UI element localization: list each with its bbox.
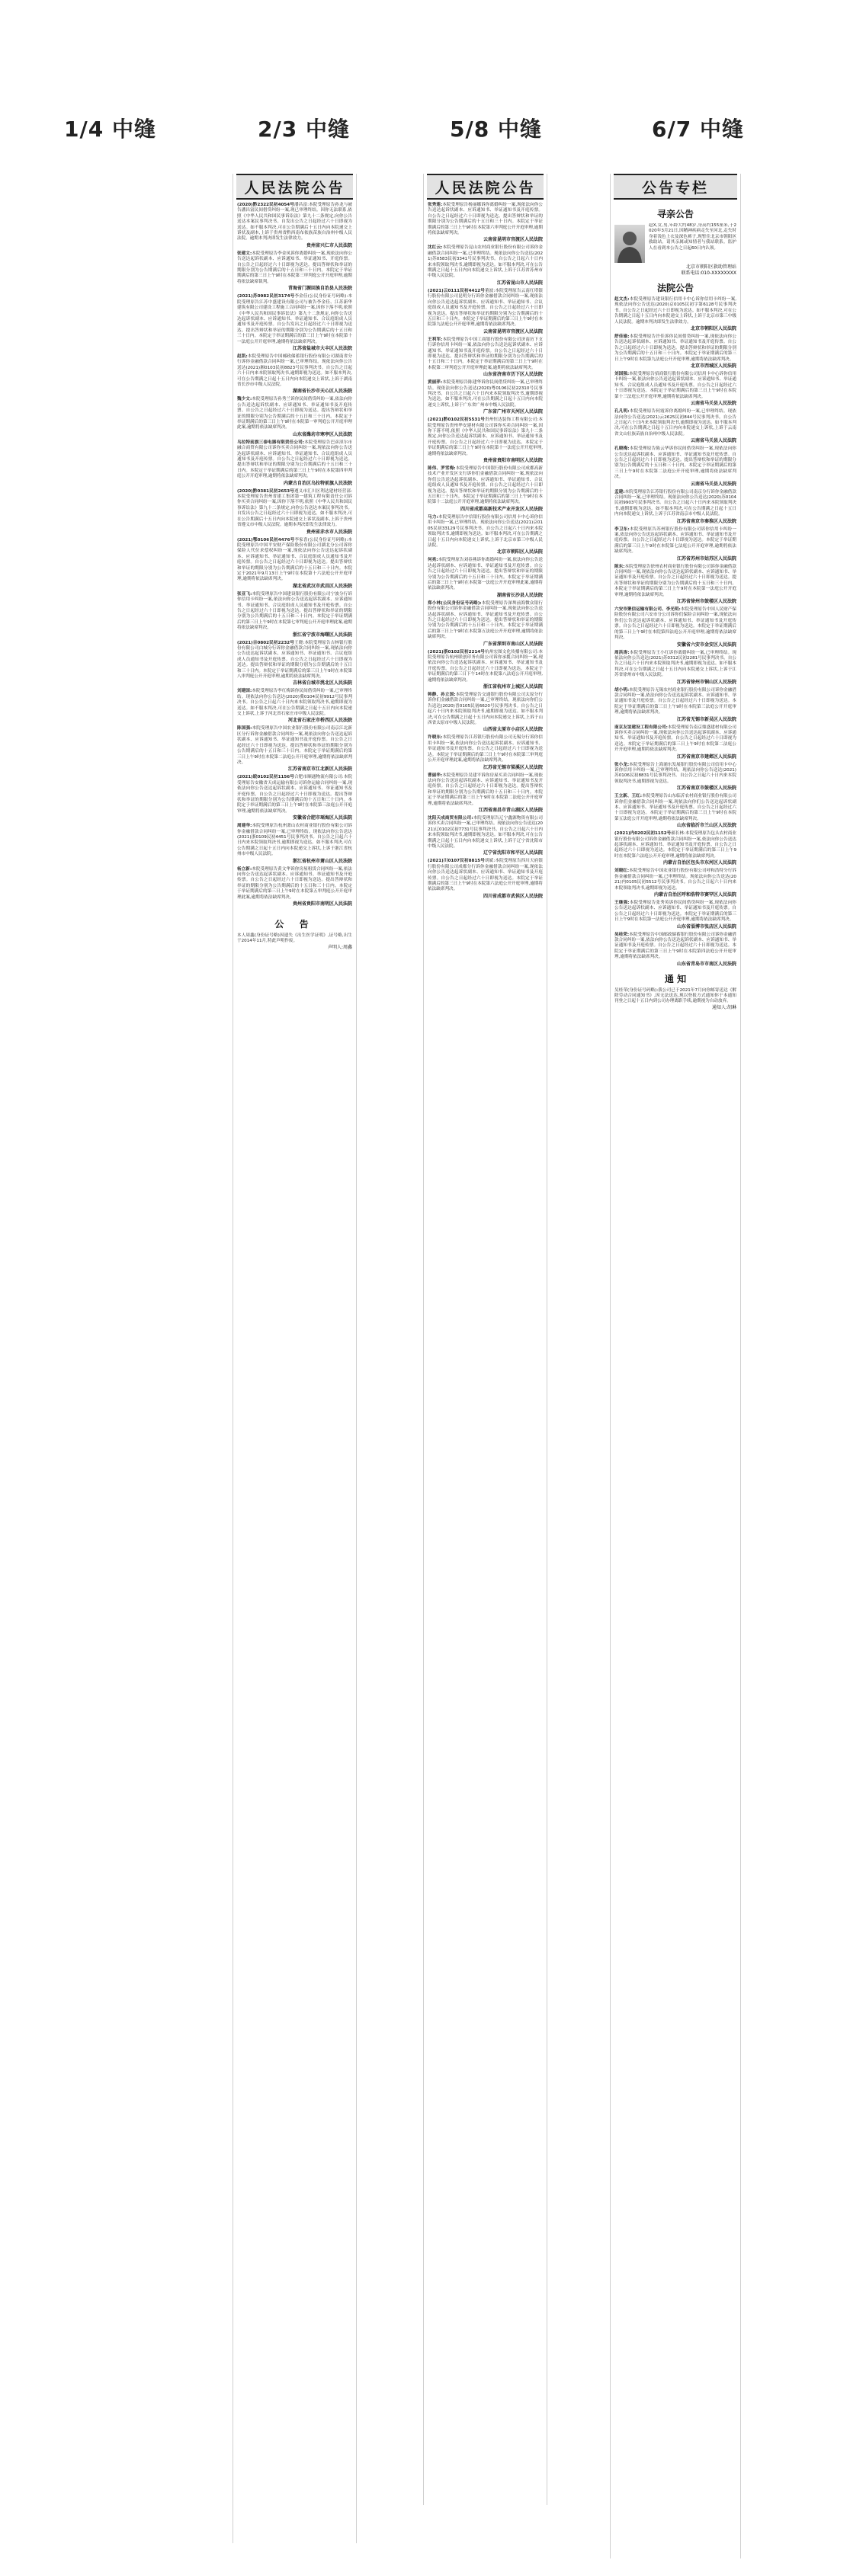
court-notice-text: 本院受理原告江苏银行股份有限公司南京分行诉你金融借款合同纠纷一案,已审理终结。现依法向你公告送达(2020)苏0104民初9903号民事判决书。自公告之日起六十日内来本院领取判决书,逾期即视为送达。如不服本判决,可在公告期满之日起十五日内向本院递交上诉状,上诉于江苏省南京市中级人民法院。	[614, 489, 736, 517]
court-notice-text: 本院受理原告苏州银行股份有限公司诉你信用卡纠纷一案,依法向你公告送达起诉状副本、应诉通知书、举证通知书及开庭传票。自公告之日起经过六十日即视为送达。本院定于举证期满后的第三日上午9时在本院第七法庭公开开庭审理,逾期将依法缺席判决。	[614, 526, 736, 555]
court-name: 山东省青岛市市南区人民法院	[676, 961, 736, 967]
court-notice-body	[428, 693, 543, 726]
court-notice-body	[428, 245, 543, 279]
court-name: 山东省临沂市兰山区人民法院	[676, 823, 736, 829]
court-notice-item	[428, 735, 543, 770]
court-notice-item	[237, 251, 352, 292]
court-notice-body	[428, 773, 543, 807]
court-notice-text: 本院受理原告徐州农村商业银行股份有限公司诉你金融借款合同纠纷一案,现依法向你公告送达起诉状副本、应诉通知书、举证通知书及开庭传票。自公告之日起经过六十日即视为送达。提出答辩状和举证的期限分别为公告期满后的十五日和三十日内。本院定于举证期满后的第三日上午9时在本院第一法庭公开开庭审理,逾期将依法缺席判决。	[614, 564, 736, 597]
court-notice-party: (2021)黔0102民初5531号	[428, 418, 485, 423]
court-notice-body	[428, 650, 543, 683]
court-notice-item	[237, 397, 352, 437]
court-notice-text: 贵州恒达装饰工程有限公司:本院受理原告贵州华安建材有限公司诉你买卖合同纠纷一案,因你下落不明,依照《中华人民共和国民事诉讼法》第九十二条规定,向你公告送达起诉状副本、应诉通知书、举证通知书及开庭传票。自公告之日起经过六十日即视为送达。本院定于举证期满后的第三日上午9时在本院第十一法庭公开开庭审理,逾期将依法缺席判决。	[428, 418, 543, 456]
court-notice-body	[428, 515, 543, 549]
court-name: 山西省太原市小店区人民法院	[483, 727, 543, 733]
court-notice-body	[614, 831, 736, 859]
court-notice-party: 刘建国:	[237, 689, 252, 694]
court-notice-body	[614, 297, 736, 325]
court-name: 贵州省贵阳市南明区人民法院	[483, 458, 543, 464]
court-name: 北京市西城区人民法院	[690, 363, 736, 370]
court-notice-party: 陈国强:	[237, 726, 252, 731]
column-court-notices-1	[233, 174, 357, 2543]
court-notice-text: 本院受理原告杨丽娜诉你离婚纠纷一案,现依法向你公告送达起诉状副本、应诉通知书、举证通知书及开庭传票。自公告之日起经过六十日即视为送达。提出答辩状和举证的期限分别为公告期满后的十五日和三十日内。本院定于举证期满后的第三日上午9时在本院第六审判庭公开开庭审理,逾期将依法缺席判决。	[428, 203, 543, 236]
court-notice-party: (2021)云0111民初4412号	[428, 288, 485, 293]
court-notice-text: 本院受理原告李红梅诉你民间借贷纠纷一案,已审理终结。现依法向你公告送达(2020)冀0104民初9912号民事判决书。自公告之日起六十日内来本院领取判决书,逾期即视为送达。如不服本判决,可在公告期满之日起十五日内向本院递交上诉状,上诉于河北省石家庄市中级人民法院。	[237, 689, 352, 717]
court-notice-body	[237, 354, 352, 388]
court-notice-body	[237, 689, 352, 717]
court-notice-text: 本院受理原告王小红诉你离婚纠纷一案,已审理终结。现依法向你公告送达(2021)苏0312民初2281号民事判决书。自公告之日起六十日内来本院领取判决书,逾期即视为送达。如不服本判决,可在公告期满之日起十五日内向本院递交上诉状,上诉于江苏省徐州市中级人民法院。	[614, 650, 736, 678]
court-notice-item	[614, 297, 736, 332]
court-notice-text: 本院受理原告许佳诉你民间借贷纠纷一案,现依法向你公告送达起诉状副本、应诉通知书、举证通知书及开庭传票。自公告之日起经过六十日即视为送达。提出答辩状和举证的期限分别为公告期满后的十五日和三十日内。本院定于举证期满后的第三日上午9时在本院第九法庭公开开庭审理,逾期将依法缺席判决。	[614, 334, 736, 362]
court-notice-body	[428, 466, 543, 506]
court-name: 山东省济南市历下区人民法院	[483, 372, 543, 378]
court-notice-party: 张建文:	[237, 251, 252, 256]
court-name: 北京市朝阳区人民法院	[690, 326, 736, 332]
court-name: 浙江省宁波市海曙区人民法院	[292, 632, 352, 638]
court-notice-party: 周洪涛:	[614, 650, 630, 655]
column-body	[424, 200, 547, 905]
court-notice-party: 周建华:	[237, 824, 252, 829]
court-notice-item	[428, 515, 543, 555]
court-name: 安徽省六安市金安区人民法院	[676, 642, 736, 648]
court-name: 江西省南昌市青山湖区人民法院	[478, 807, 543, 813]
court-notice-body	[237, 538, 352, 583]
court-notice-body	[614, 607, 736, 641]
court-notice-body	[237, 203, 352, 242]
court-notice-body	[614, 372, 736, 400]
court-notice-item	[237, 824, 352, 864]
court-notice-party: 何亮:	[428, 558, 438, 563]
court-notice-party: 舒佳瑜:	[614, 334, 630, 340]
court-notice-item	[237, 203, 352, 249]
court-name: 云南省马关县人民法院	[690, 481, 736, 487]
court-notice-body	[237, 294, 352, 345]
court-notice-party: 许晓东:	[428, 735, 443, 741]
fold-label-4: 6/7 中缝	[652, 117, 744, 142]
court-name: 四川省成都高新技术产业开发区人民法院	[460, 506, 543, 512]
court-notice-text: 本院受理原告中国工商银行股份有限公司济南历下支行诉你信用卡纠纷一案,依法向你公告送达起诉状副本、应诉通知书、举证通知书及开庭传票。自公告之日起经过六十日即视为送达。提出答辩状和举证的期限分别为公告期满后的十五日和三十日内。本院定于举证期满后的第三日上午9时在本院第二审判庭公开开庭审理此案,逾期将依法缺席判决。	[428, 337, 543, 370]
court-name: 江苏省徐州市鼓楼区人民法院	[676, 599, 736, 605]
court-notice-body	[614, 565, 736, 598]
court-notice-item	[237, 354, 352, 395]
court-name: 云南省昆明市官渡区人民法院	[483, 328, 543, 334]
court-notice-body	[237, 251, 352, 285]
personal-notice	[233, 917, 356, 951]
court-notice-text: 遵义市汇川区利达建材经营部:本院受理原告贵州省建工集团第一建筑工程有限责任公司诉你买卖合同纠纷一案,因你下落不明,依照《中华人民共和国民事诉讼法》第九十二条规定,向你公告送达本案民事判决书。自发出公告之日起经过六十日即视为送达。如不服本判决,可在公告期满后十五日内向本院递交上诉状及副本,上诉于贵州省遵义市中级人民法院。逾期本判决即发生法律效力。	[237, 488, 352, 528]
court-notice-text: 本院受理原告张秀英诉你民间借贷纠纷一案,现依法向你公告送达起诉状副本、应诉通知书、举证通知书及开庭传票。自公告之日起经过六十日即视为送达。本院定于举证期满后的第三日上午9时在本院第一法庭公开开庭审理,逾期将依法缺席判决。	[614, 900, 736, 923]
court-notice-text: 本院受理原告杭州萧山农村商业银行股份有限公司诉你金融借款合同纠纷一案,已审理终结。现依法向你公告送达(2021)浙0109民初4451号民事判决书。自公告之日起六十日内来本院领取判决书,逾期即视为送达。如不服本判决,可在公告期满之日起十五日内向本院递交上诉状,上诉于浙江省杭州市中级人民法院。	[237, 824, 352, 857]
court-name: 江苏省无锡市梁溪区人民法院	[483, 764, 543, 770]
court-notice-party: 杨立新:	[237, 866, 252, 872]
column-body	[233, 200, 356, 913]
court-notice-body	[237, 489, 352, 529]
column-announcements	[610, 174, 741, 2558]
court-notice-body	[237, 726, 352, 766]
court-notice-item	[237, 867, 352, 907]
person-photo	[614, 225, 645, 263]
court-notice-text: 本院受理原告巴彦淖尔市融合商贸有限公司诉你买卖合同纠纷一案,现依法向你公告送达起诉状副本、应诉通知书、举证通知书、合议庭组成人员通知书及开庭传票。自公告之日起经过六十日即视为送达。提出答辩状和举证的期限分别为公告期满后的十五日和三十日内。本院定于举证期满后的第三日上午9时在本院第四审判庭公开开庭审理,逾期将依法缺席判决。	[237, 440, 352, 479]
court-notice-text: 本院受理原告何霞诉你离婚纠纷一案,已审理终结。现依法向你公告送达(2021)云2625民初844号民事判决书。自公告之日起六十日内来本院领取判决书,逾期即视为送达。如不服本判决,可在公告期满之日起十五日内向本院递交上诉状,上诉于云南省文山壮族苗族自治州中级人民法院。	[614, 409, 736, 437]
court-notice-item	[428, 203, 543, 243]
missing-person-notice	[614, 223, 736, 264]
court-notice-party: 张秀莲:	[428, 203, 443, 207]
notification-signature: 通知人:胡琳	[711, 1004, 736, 1010]
column-court-notices-2	[423, 174, 547, 2505]
court-notice-item	[614, 763, 736, 792]
court-notice-text: 董波:本院受理原告云南红塔银行股份有限公司昆明分行诉你金融借款合同纠纷一案,现依法向你公告送达起诉状副本、应诉通知书、举证通知书、合议庭组成人员通知书及开庭传票。自公告之日起经过六十日即视为送达。提出答辩状和举证的期限分别为公告期满后的十五日和三十日内。本院定于举证期满后的第三日上午9时在本院第九法庭公开开庭审理,逾期将依法缺席判决。	[428, 288, 543, 328]
court-notice-item	[237, 294, 352, 352]
court-notice-party: 孔凡明:	[614, 409, 630, 414]
court-notice-party: 吴桂荣:	[614, 932, 630, 937]
court-notice-item	[614, 490, 736, 525]
notice-text: 本人周鑫(身份证号略)因遗失《出生医学证明》,证号略,出生于2014年11月,特此声明作废。	[237, 933, 352, 944]
court-notice-body	[428, 601, 543, 641]
court-notice-text: 本院受理原告中国银行股份有限公司成都高新技术产业开发区支行诉你们金融借款合同纠纷一案,现依法向你们公告送达起诉状副本、应诉通知书、举证通知书、合议庭组成人员通知书及开庭传票。自公告之日起经过六十日即视为送达。提出答辩状和举证的期限分别为公告期满后的十五日和三十日内。本院定于举证期满后的第三日上午9时在本院第十二法庭公开开庭审理,逾期将依法缺席判决。	[428, 466, 543, 505]
court-notice-item	[614, 607, 736, 648]
court-notice-item	[237, 489, 352, 536]
court-notice-item	[614, 688, 736, 723]
court-name: 青海省门源回族自治县人民法院	[287, 286, 352, 292]
court-name: 浙江省杭州市萧山区人民法院	[292, 858, 352, 864]
missing-person-notice-title: 寻亲公告	[656, 209, 694, 219]
court-name: 辽宁省沈阳市和平区人民法院	[483, 850, 543, 856]
court-notice-party: (2021)吉0802民初2232号	[237, 640, 294, 645]
court-name: 云南省马关县人民法院	[690, 438, 736, 444]
court-notice-item	[237, 440, 352, 487]
court-notice-text: 本院受理原告中国农业银行股份有限公司南京江北新区分行诉你金融借款合同纠纷一案,现依法向你公告送达起诉状副本、应诉通知书、举证通知书及开庭传票。自公告之日起经过六十日即视为送达。提出答辩状和举证的期限分别为公告期满后的十五日和三十日内。本院定于举证期满后的第三日上午9时在本院第二法庭公开开庭审理,逾期将依法缺席判决。	[237, 726, 352, 765]
court-notice-body	[428, 859, 543, 892]
court-name: 贵州省赤水市人民法院	[306, 529, 352, 535]
court-notice-party: 胡小明:	[614, 687, 630, 693]
court-notice-text: 合肥市顺通物流有限公司:本院受理原告安徽省天成运输有限公司诉你运输合同纠纷一案,现依法向你公告送达起诉状副本、应诉通知书、举证通知书及开庭传票。自公告之日起经过六十日即视为送达。提出答辩状和举证的期限分别为公告期满后的十五日和三十日内。本院定于举证期满后的第三日上午9时在本院第三法庭公开开庭审理,逾期将依法缺席判决。	[237, 775, 352, 814]
court-notice-item	[428, 380, 543, 415]
court-notice-text: 本院受理原告黄文华诉你房屋租赁合同纠纷一案,依法向你公告送达起诉状副本、应诉通知书、举证通知书及开庭传票。自公告之日起经过六十日即视为送达。提出答辩状和举证的期限分别为公告期满后的十五日和三十日内。本院定于举证期满后的第三日上午9时在本院第五审判庭公开开庭审理此案,逾期将依法缺席判决。	[237, 866, 352, 900]
court-notice-party: 孔晓梅:	[614, 446, 630, 452]
court-notice-text: 本院受理原告中国人民财产保险股份有限公司六安市分公司诉你们保险合同纠纷一案,现依法向你们公告送达起诉状副本、应诉通知书、举证通知书及开庭传票。自公告之日起经过六十日即视为送达。本院定于举证期满后的第三日上午9时在本院第四法庭公开开庭审理,逾期将依法缺席判决。	[614, 607, 736, 641]
court-name: 湖北省武汉市武昌区人民法院	[292, 583, 352, 589]
court-notice-party: 王继强:	[614, 900, 630, 905]
court-notice-body	[237, 824, 352, 857]
notification-text: 吴桂荣(身份证号码略):我公司已于2021年7月向你邮寄送达《解除劳动合同通知书》,因无法送达,现以登报方式通知你于本通知刊登之日起十五日内到公司办理离职手续,逾期视为自动放弃。	[614, 987, 736, 1004]
court-name: 北京市朝阳区人民法院	[496, 549, 543, 555]
court-notice-section-title: 法院公告	[656, 283, 694, 293]
court-notice-item	[237, 641, 352, 687]
column-header: 人民法院公告	[427, 174, 544, 200]
court-notice-party: 王立新、王红:	[614, 794, 643, 799]
court-notice-item	[428, 558, 543, 598]
court-notice-party: 赵凯:	[237, 354, 248, 359]
court-notice-text: 本院受理原告南京鼎盛建材有限公司诉你买卖合同纠纷一案,现依法向你公告送达起诉状副本、应诉通知书、举证通知书及开庭传票。自公告之日起经过六十日即视为送达。本院定于举证期满后的第三日上午9时在本院第二法庭公开开庭审理,逾期将依法缺席判决。	[614, 725, 736, 753]
court-name: 广东省深圳市南山区人民法院	[483, 641, 543, 647]
court-notice-body	[614, 725, 736, 754]
court-notice-text: 李家喜(公民身份证号码略):本院受理原告中国平安财产保险股份有限公司湖北分公司诉你保险人代位求偿权纠纷一案,现依法向你公告送达起诉状副本、应诉通知书、举证通知书、合议庭组成人员通知书及开庭传票。自公告之日起经过六十日即视为送达。提出答辩状和举证的期限分别为公告期满后的十五日和三十日内。本院定于2021年9月13日上午9时在本院第十六法庭公开开庭审理,逾期将依法缺席判决。	[237, 537, 353, 582]
court-notice-item	[614, 651, 736, 686]
court-notice-body	[428, 816, 543, 850]
court-notice-item	[237, 775, 352, 821]
court-name: 江苏省昆山市人民法院	[496, 280, 543, 286]
court-notice-party: 陈东:	[614, 564, 625, 569]
court-notice-item	[614, 565, 736, 605]
court-notice-item	[614, 869, 736, 898]
court-name: 山东省潍坊市寒亭区人民法院	[292, 431, 352, 437]
court-notice-party: 韩静、孙立国:	[428, 693, 456, 698]
court-notice-party: (2021)苏0982民初3174号	[237, 294, 295, 299]
court-notice-body	[614, 334, 736, 363]
court-notice-text: 王晓:本院受理原告吉林银行股份有限公司白城分行诉你金融借款合同纠纷一案,现依法向你公告送达起诉状副本、应诉通知书、举证通知书、合议庭组成人员通知书及开庭传票。自公告之日起经过六十日即视为送达。提出答辩状和举证的期限分别为公告期满后的十五日和三十日内。本院定于举证期满后的第三日上午9时在本院第八审判庭公开开庭审理,逾期将依法缺席判决。	[237, 640, 352, 680]
court-notice-party: (2021)川0107民初8815号	[428, 859, 485, 864]
court-notice-text: 杭州宏图文化传播有限公司:本院受理原告杭州联创印务有限公司诉你承揽合同纠纷一案,现依法向你公告送达起诉状副本、应诉通知书、举证通知书及开庭传票。自公告之日起经过六十日即视为送达。本院定于举证期满后的第三日下午14时在本院第八法庭公开开庭审理,逾期将依法缺席判决。	[428, 649, 543, 683]
court-name: 江苏省徐州市铜山区人民法院	[676, 679, 736, 685]
court-notice-party: (2021)皖0102民初1156号	[237, 775, 294, 780]
court-notice-item	[614, 933, 736, 968]
court-name: 江苏省南京市秦淮区人民法院	[676, 518, 736, 524]
court-notice-text: 李金佳(公民身份证号码略):本院受理原告江苏中盛建设有限公司与被告李金佳、江苏新华建筑有限公司建设工程施工合同纠纷一案,因你下落不明,依照《中华人民共和国民事诉讼法》第九十二条规定,向你公告送达起诉状副本、应诉通知书、举证通知书、合议庭组成人员通知书及开庭传票。自公告发出之日起经过六十日即视为送达。提出答辩状和举证的期限分别为公告期满后的十五日和三十日内。本院定于举证期满后的第三日上午9时在本院第十一法庭公开开庭审理,逾期将依法缺席判决。	[237, 294, 353, 344]
court-notice-item	[428, 601, 543, 648]
court-notice-party: 张小龙:	[614, 762, 630, 767]
court-notice-item	[614, 901, 736, 930]
court-notice-body	[237, 592, 352, 632]
court-notice-text: 本院受理原告山东临沂农村商业银行股份有限公司诉你们金融借款合同纠纷一案,现依法向你们公告送达起诉状副本、应诉通知书、举证通知书及开庭传票。自公告之日起经过六十日即视为送达。本院定于举证期满后的第三日上午9时在本院第五法庭公开开庭审理,逾期将依法缺席判决。	[614, 794, 736, 821]
court-notice-party: 魏少文:	[237, 397, 252, 402]
court-notice-item	[237, 689, 352, 724]
court-notice-body	[614, 490, 736, 518]
court-notice-text: 本院受理原告刘春燕诉你离婚纠纷一案,依法向你公告送达起诉状副本、应诉通知书、举证通知书及开庭传票。自公告之日起经过六十日即视为送达。提出答辩状和举证的期限分别为公告期满后的十五日和三十日内。本院定于举证期满后的第三日上午9时在本院第一法庭公开开庭审理此案,逾期将依法缺席判决。	[428, 558, 543, 591]
court-notice-party: (2021)内0202民初1152号	[614, 831, 672, 837]
court-notice-text: 本院受理原告中国农业银行股份有限公司呼和浩特分行诉你金融借款合同纠纷一案,已审理终结。现依法向你公告送达(2021)内0105民初5512号民事判决书。自公告之日起六十日内来本院领取判决书,逾期即视为送达。	[614, 869, 736, 891]
court-notice-body	[428, 203, 543, 236]
court-notice-body	[428, 289, 543, 328]
court-name: 湖南省长沙县人民法院	[496, 592, 543, 598]
court-notice-body	[614, 933, 736, 961]
court-name: 内蒙古自治区包头市东河区人民法院	[662, 860, 736, 866]
court-notice-party: 张亚飞:	[237, 591, 252, 597]
court-notice-party: 马力:	[428, 514, 438, 520]
court-notice-text: 本院受理原告深圳前海微众银行股份有限公司诉你金融借款合同纠纷一案,现依法向你公告送达起诉状副本、应诉通知书、举证通知书及开庭传票。自公告之日起经过六十日即视为送达。提出答辩状和举证的期限分别为公告期满后的十五日和三十日内。本院定于举证期满后的第三日上午9时在本院第五法庭公开开庭审理,逾期将依法缺席判决。	[428, 600, 543, 640]
court-name: 内蒙古自治区呼和浩特市赛罕区人民法院	[653, 891, 736, 898]
court-notice-item	[428, 418, 543, 464]
court-notice-party: 六安市聚信运输有限公司、李光明:	[614, 607, 681, 613]
court-notice-party: (2020)黔0381民初2653号	[237, 488, 294, 494]
court-notice-text: 本院受理原告江苏银行股份有限公司无锡分行诉你信用卡纠纷一案,依法向你公告送达起诉状副本、应诉通知书、举证通知书及开庭传票。自公告之日起经过六十日即视为送达。本院定于举证期满后的第三日上午9时在本院第三审判庭公开开庭审理此案,逾期将依法缺席判决。	[428, 735, 543, 763]
court-notice-text: 本院受理原告无锡农村商业银行股份有限公司诉你金融借款合同纠纷一案,依法向你公告送达起诉状副本、应诉通知书、举证通知书及开庭传票。自公告之日起经过六十日即视为送达。本院定于举证期满后的第三日上午9时在本院第三法庭公开开庭审理,逾期将依法缺席判决。	[614, 687, 736, 715]
court-notice-text: 本院受理原告辽宁鑫源物资有限公司诉你买卖合同纠纷一案,已审理终结。现依法向你公告送达(2021)辽0102民初7731号民事判决书。自公告之日起六十日内来本院领取判决书,逾期即视为送达。如不服本判决,可在公告期满之日起十五日内向本院递交上诉状,上诉于辽宁省沈阳市中级人民法院。	[428, 815, 543, 849]
court-name: 广东省广州市天河区人民法院	[483, 409, 543, 415]
court-notice-body	[614, 869, 736, 891]
fold-label-1: 1/4 中缝	[64, 117, 156, 142]
court-name: 江苏省南京市建邺区人民法院	[676, 754, 736, 760]
court-name: 贵州省兴仁市人民法院	[306, 242, 352, 248]
court-notice-item	[614, 831, 736, 866]
court-name: 江苏省无锡市新吴区人民法院	[676, 716, 736, 722]
court-name: 湖南省长沙市天心区人民法院	[292, 389, 352, 395]
court-notice-body	[614, 763, 736, 786]
notification-title: 通 知	[664, 973, 687, 984]
contact-phone: 联系电话:010-XXXXXXXX	[681, 270, 736, 276]
court-notice-item	[614, 527, 736, 562]
court-notice-body	[237, 867, 352, 901]
court-notice-item	[614, 725, 736, 760]
court-notice-item	[614, 372, 736, 407]
court-notice-item	[428, 859, 543, 899]
court-notice-item	[428, 816, 543, 856]
court-notice-item	[614, 334, 736, 370]
court-notice-text: 胡斌:本院受理原告四川天府银行股份有限公司成都分行诉你金融借款合同纠纷一案,现依法向你公告送达起诉状副本、应诉通知书、举证通知书及开庭传票。自公告之日起经过六十日即视为送达。本院定于举证期满后的第三日上午9时在本院第六法庭公开开庭审理,逾期将依法缺席判决。	[428, 859, 543, 892]
notice-signature: 声明人:周鑫	[327, 944, 352, 950]
court-notice-party: 赵文杰:	[614, 297, 630, 302]
court-notice-body	[237, 397, 352, 430]
court-notice-list	[614, 297, 736, 968]
court-name: 安徽省合肥市瑶海区人民法院	[292, 815, 352, 821]
notice-signature: 北京市朝阳区救助管理站	[685, 264, 736, 270]
court-notice-party: 沈红云:	[428, 245, 443, 251]
court-notice-text: 本院受理原告中国建设银行股份有限公司宁波分行诉你信用卡纠纷一案,依法向你公告送达起诉状副本、应诉通知书、举证通知书、合议庭组成人员通知书及开庭传票。自公告之日起经过六十日即视为送达。提出答辩状和举证的期限分别为公告期满后的十五日和三十日内。本院定于举证期满后的第三日上午9时在本院第七审判庭公开开庭审理此案,逾期将依法缺席判决。	[237, 591, 352, 631]
court-name: 贵州省贵阳市南明区人民法院	[292, 901, 352, 907]
court-name: 江苏省南京市鼓楼区人民法院	[676, 786, 736, 792]
court-notice-item	[428, 338, 543, 378]
court-notice-body	[428, 735, 543, 763]
court-notice-item	[614, 446, 736, 487]
court-notice-text: 本院受理原告上海浦东发展银行股份有限公司信用卡中心诉你信用卡纠纷一案,已审理终结。现依法向你公告送达(2021)苏0106民初8831号民事判决书。自公告之日起六十日内来本院领取判决书,逾期即视为送达。	[614, 762, 736, 784]
court-notice-text: 本院受理原告李金凤诉你离婚纠纷一案,现依法向你公告送达起诉状副本、应诉通知书、举证通知书、开庭传票。自公告之日起经过六十日即视为送达。提出答辩状和举证的期限分别为公告期满后的十五日和三十日内。本院定于举证期满后的第三日上午9时在本院第三审判庭公开开庭审理,逾期将依法缺席裁判。	[237, 251, 352, 284]
court-notice-body	[614, 446, 736, 480]
court-notice-party: 刘国强:	[614, 372, 630, 377]
column-header: 人民法院公告	[236, 174, 353, 200]
court-notice-body	[428, 338, 543, 371]
court-name: 吉林省白城市洮北区人民法院	[292, 680, 352, 686]
court-notice-text: 本院受理原告孙秀兰诉你民间借贷纠纷一案,依法向你公告送达起诉状副本、应诉通知书、举证通知书及开庭传票。自公告之日起经过六十日即视为送达。提出答辩状和举证的期限分别为公告期满后的十五日和三十日内。本院定于举证期满后的第三日上午9时在本院第一审判庭公开开庭审理此案,逾期将依法缺席判决。	[237, 397, 352, 430]
court-notice-party: (2020)黔2322民初4054号	[237, 203, 294, 207]
court-notice-item	[237, 592, 352, 638]
court-notice-text: 本院受理原告中国邮政储蓄银行股份有限公司湖南省分行诉你金融借款合同纠纷一案,已审理终结。现依法向你公告送达(2021)湘0103民初8823号民事判决书。自公告之日起六十日内来本院领取判决书,逾期即视为送达。如不服本判决,可在公告期满之日起十五日内向本院递交上诉状,上诉于湖南省长沙市中级人民法院。	[237, 354, 352, 387]
court-notice-party: 孟建:	[614, 489, 625, 494]
court-notice-body	[237, 641, 352, 680]
court-notice-item	[428, 466, 543, 513]
court-name: 四川省成都市武侯区人民法院	[483, 893, 543, 899]
court-notice-body	[428, 418, 543, 457]
court-name: 云南省马关县人民法院	[690, 401, 736, 407]
missing-person-text: 赵X,女,男,年龄大约48岁,身高约155厘米,于2020年3月21日,因精神疾病走失至河北,走失时身着浅色上衣及深色裤子,现暂住北京市朝阳区救助站。请其亲属或知情者与我站联系。监护人在看到本公告之日起60日内认领。	[649, 223, 736, 251]
court-notice-item	[237, 726, 352, 773]
court-notice-party: 王利军:	[428, 337, 443, 342]
court-notice-body	[237, 775, 352, 814]
court-name: 云南省昆明市官渡区人民法院	[483, 237, 543, 243]
court-notice-party: 曹丽华:	[428, 773, 443, 778]
court-notice-party: 刘晓红:	[614, 869, 630, 874]
court-notice-text: 本院受理原告中信银行股份有限公司信用卡中心诉你信用卡纠纷一案,已审理终结。现依法向你公告送达(2021)京0105民初33129号民事判决书。自公告之日起六十日内来本院领取判决书,逾期即视为送达。如不服本判决,可在公告期满之日起十五日内向本院递交上诉状,上诉于北京市第三中级人民法院。	[428, 514, 543, 548]
court-notice-text: 本院受理原告交通银行股份有限公司太原分行诉你们金融借款合同纠纷一案,已审理终结。现依法向你们公告送达(2020)晋0105民初6620号民事判决书。自公告之日起六十日内来本院领取判决书,逾期即视为送达。如不服本判决,可在公告期满之日起十五日内向本院递交上诉状,上诉于山西省太原市中级人民法院。	[428, 693, 543, 726]
court-notice-party: (2021)浙0102民初2214号	[428, 649, 485, 654]
court-name: 江苏省南京市江北新区人民法院	[287, 766, 352, 773]
court-notice-item	[428, 650, 543, 690]
court-notice-body	[428, 380, 543, 408]
court-notice-party: (2021)鄂0106民初4476号	[237, 537, 295, 542]
court-notice-body	[237, 440, 352, 480]
court-notice-item	[428, 289, 543, 335]
court-name: 浙江省杭州市上城区人民法院	[483, 684, 543, 690]
court-notice-text: 本院受理原告中国邮政储蓄银行股份有限公司诉你金融借款合同纠纷一案,依法向你公告送达起诉状副本、应诉通知书、举证通知书及开庭传票。自公告之日起经过六十日即视为送达。本院定于举证期满后的第三日上午9时在本院第四法庭公开开庭审理,逾期将依法缺席判决。	[614, 932, 736, 960]
court-notice-text: 郝长林:本院受理原告包头农村商业银行股份有限公司诉你金融借款合同纠纷一案,依法向你公告送达起诉状副本、应诉通知书、举证通知书及开庭传票。自公告之日起经过六十日即视为送达。本院定于举证期满后的第三日上午9时在本院第六法庭公开开庭审理,逾期将依法缺席判决。	[614, 831, 736, 859]
court-notice-body	[614, 651, 736, 679]
court-notice-body	[614, 794, 736, 822]
court-notice-text: 本院受理原告陈云华诉你民间借贷纠纷一案,现依法向你公告送达起诉状副本、应诉通知书、举证通知书及开庭传票。自公告之日起经过六十日即视为送达。提出答辩状和举证的期限分别为公告期满后的十五日和三十日内。本院定于举证期满后的第三日上午9时在本院第二法庭公开开庭审理,逾期将依法缺席判决。	[614, 446, 736, 480]
column-header: 公告专栏	[614, 174, 737, 200]
court-notice-body	[614, 688, 736, 716]
court-name: 河北省石家庄市桥西区人民法院	[287, 718, 352, 724]
court-notice-item	[428, 245, 543, 286]
court-notice-text: 本院受理原告陈建华诉你民间借贷纠纷一案,已审理终结。现依法向你公告送达(2020)粤0106民初22310号民事判决书。自公告之日起六十日内来本院领取判决书,逾期即视为送达。如不服本判决,可在公告期满之日起十五日内向本院递交上诉状,上诉于广东省广州市中级人民法院。	[428, 380, 543, 408]
court-notice-text: 本院受理原告昆山农村商业银行股份有限公司诉你金融借款合同纠纷一案,已审理终结。现依法向你公告送达(2021)苏0583民初3341号民事判决书。自公告之日起六十日内来本院领取判决书,逾期即视为送达。如不服本判决,可在公告期满之日起十五日内向本院递交上诉状,上诉于江苏省苏州市中级人民法院。	[428, 245, 543, 279]
fold-label-3: 5/8 中缝	[450, 117, 542, 142]
court-name: 江苏省盐城市大丰区人民法院	[292, 345, 352, 351]
court-notice-party: 黄丽萍:	[428, 380, 443, 386]
court-notice-item	[237, 538, 352, 590]
column-body	[611, 200, 740, 1014]
court-notice-party: 陈伟、罗雪梅:	[428, 466, 456, 472]
court-notice-body	[614, 409, 736, 437]
fold-label-2: 2/3 中缝	[258, 117, 350, 142]
notice-title: 公 告	[274, 919, 315, 930]
court-notice-party: 郑小林(公民身份证号码略):	[428, 600, 482, 606]
court-name: 山东省淄博市张店区人民法院	[676, 923, 736, 930]
court-notice-item	[614, 409, 736, 444]
court-notice-text: 潘昌富:本院受理原告孙龙与被告潘昌富民间借贷纠纷一案,现已审理终结。因你无法联系,依照《中华人民共和国民事诉讼法》第九十二条规定,向你公告送达本案民事判决书。自发出公告之日起经过六十日即视为送达。如不服本判决,可在公告期满后十五日内向本院递交上诉状及副本,上诉于贵州省黔西南布依族苗族自治州中级人民法院。逾期本判决即发生法律效力。	[237, 203, 352, 242]
court-notice-text: 本院受理原告吴建平诉你房屋买卖合同纠纷一案,现依法向你公告送达起诉状副本、应诉通知书、举证通知书及开庭传票。自公告之日起经过六十日即视为送达。提出答辩状和举证的期限分别为公告期满后的十五日和三十日内。本院定于举证期满后的第三日上午9时在本院第二法庭公开开庭审理,逾期将依法缺席判决。	[428, 773, 543, 806]
court-notice-party: 南京友谊建设工程有限公司:	[614, 725, 668, 730]
court-notice-item	[428, 693, 543, 733]
court-notice-body	[614, 901, 736, 923]
court-notice-item	[614, 794, 736, 829]
court-name: 江苏省苏州市姑苏区人民法院	[676, 555, 736, 562]
court-notice-item	[428, 773, 543, 814]
court-name: 内蒙古自治区乌拉特前旗人民法院	[283, 480, 352, 486]
court-notice-text: 本院受理原告招商银行股份有限公司信用卡中心诉你信用卡纠纷一案,依法向你公告送达起诉状副本、应诉通知书、举证通知书、合议庭组成人员通知书及开庭传票。自公告之日起经过六十日即视为送达。本院定于举证期满后的第三日上午9时在本院第十三法庭公开开庭审理,逾期将依法缺席判决。	[614, 372, 736, 399]
court-notice-body	[614, 527, 736, 555]
court-notice-text: 本院受理原告建设银行信用卡中心诉你信用卡纠纷一案,现依法向你公告送达(2020)京0105民初字第6128号民事判决书。自公告之日起经过六十日即视为送达。如不服本判决,可在公告期满之日起十五日内向本院递交上诉状,上诉于北京市第三中级人民法院。逾期本判决即发生法律效力。	[614, 297, 736, 325]
court-notice-party: 李卫东:	[614, 526, 630, 532]
court-notice-party: 乌拉特前旗三泰电器有限责任公司:	[237, 440, 305, 445]
court-notice-body	[428, 558, 543, 591]
court-notice-party: 沈阳天成商贸有限公司:	[428, 815, 473, 821]
